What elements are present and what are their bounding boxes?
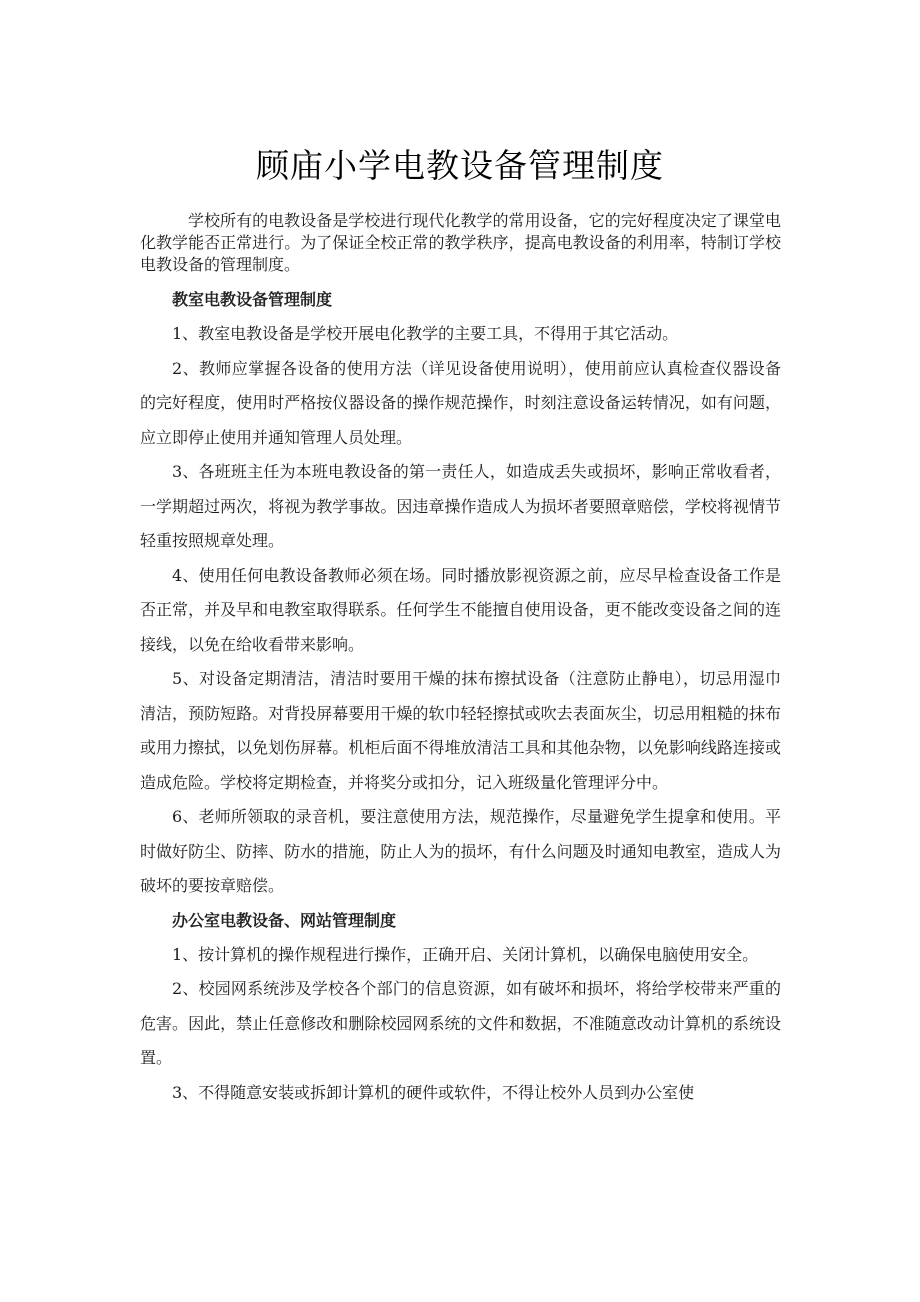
rule-item: 1、按计算机的操作规程进行操作，正确开启、关闭计算机，以确保电脑使用安全。 [172, 944, 759, 964]
rule-item: 4、使用任何电教设备教师必须在场。同时播放影视资源之前，应尽早检查设备工作是否正常，并及早和电教室取得联系。任何学生不能擅自使用设备，更不能改变设备之间的连接线，以免在给收看带来影响。 [140, 565, 781, 654]
rule-item: 3、各班班主任为本班电教设备的第一责任人，如造成丢失或损坏，影响正常收看者，一学期超过两次，将视为教学事故。因违章操作造成人为损坏者要照章赔偿，学校将视情节轻重按照规章处理。 [140, 462, 781, 550]
rule-item: 5、对设备定期清洁，清洁时要用干燥的抹布擦拭设备（注意防止静电），切忌用湿巾清洁，预防短路。对背投屏幕要用干燥的软巾轻轻擦拭或吹去表面灰尘，切忌用粗糙的抹布或用力擦拭，以免划伤屏幕。机柜后面不得堆放清洁工具和其他杂物，以免影响线路连接或造成危险。学校将定期检查，并将奖分或扣分，记入班级量化管理评分中。 [140, 669, 781, 792]
section-office [140, 904, 781, 1111]
rule-item: 2、校园网系统涉及学校各个部门的信息资源，如有破坏和损坏，将给学校带来严重的危害。因此，禁止任意修改和删除校园网系统的文件和数据，不准随意改动计算机的系统设置。 [140, 979, 781, 1067]
section-heading: 办公室电教设备、网站管理制度 [172, 910, 397, 930]
rule-item: 3、不得随意安装或拆卸计算机的硬件或软件，不得让校外人员到办公室使 [172, 1082, 695, 1102]
section-classroom [140, 283, 781, 904]
document-body [140, 210, 781, 1110]
rule-item: 1、教室电教设备是学校开展电化教学的主要工具，不得用于其它活动。 [172, 324, 679, 343]
rule-item: 6、老师所领取的录音机，要注意使用方法，规范操作，尽量避免学生提拿和使用。平时做好防尘、防摔、防水的措施，防止人为的损坏，有什么问题及时通知电教室，造成人为破坏的要按章赔偿。 [140, 807, 781, 895]
document-title: 顾庙小学电教设备管理制度 [256, 146, 664, 185]
intro-paragraph: 学校所有的电教设备是学校进行现代化教学的常用设备，它的完好程度决定了课堂电化教学能否正常进行。为了保证全校正常的教学秩序，提高电教设备的利用率，特制订学校电教设备的管理制度。 [140, 211, 781, 274]
section-heading: 教室电教设备管理制度 [172, 290, 333, 309]
rule-item: 2、教师应掌握各设备的使用方法（详见设备使用说明），使用前应认真检查仪器设备的完好程度，使用时严格按仪器设备的操作规范操作，时刻注意设备运转情况，如有问题，应立即停止使用并通知管理人员处理。 [140, 358, 781, 447]
